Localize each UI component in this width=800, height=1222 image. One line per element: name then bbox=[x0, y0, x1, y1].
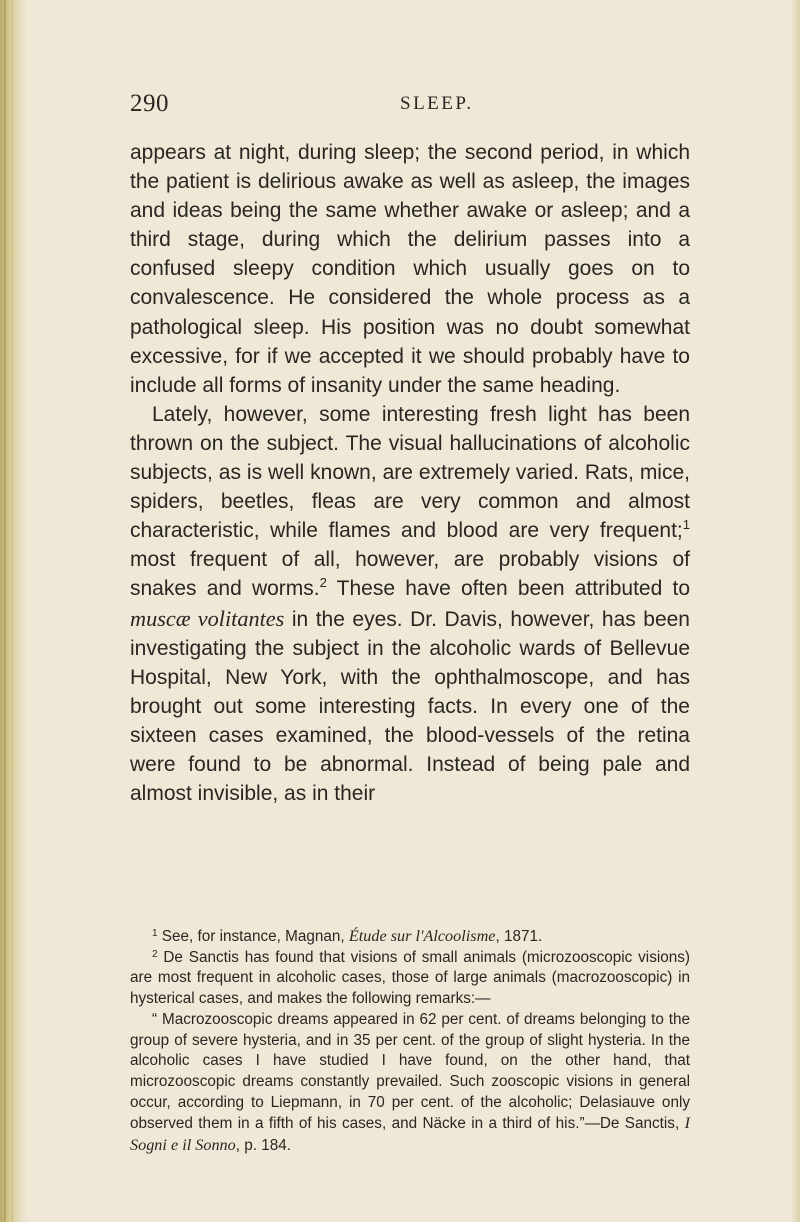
footnote-2-title: I Sogni e il Sonno bbox=[130, 1114, 690, 1155]
footnote-2 bbox=[130, 948, 690, 1010]
footnote-1-text-a: See, for instance, Magnan, bbox=[157, 928, 349, 945]
footnote-2-mark: 2 bbox=[152, 948, 158, 960]
paragraph-1: appears at night, during sleep; the second period, in which the patient is delirious awake as well as asleep, the images and ideas being the same whether awake or asleep; and a third stage, during which the delirium passes into a confused sleepy condition which usually goes on to convalescence. He considered the whole process as a pathological sleep. His position was no doubt somewhat excessive, for if we accepted it we should probably have to include all forms of insanity under the same heading. bbox=[130, 141, 690, 397]
footnote-1-text-b: , 1871. bbox=[495, 928, 543, 945]
paragraph-2-part-a: Lately, however, some interesting fresh light has been thrown on the subject. The visual hallucinations of alcoholic subjects, as is well known, are extremely varied. Rats, mice, spiders, beetles, fleas are very common and almost characteristic, while flames and blood are very frequent; bbox=[130, 402, 690, 543]
body-text bbox=[130, 138, 690, 808]
page-number: 290 bbox=[130, 90, 169, 117]
footnote-2-quote-text: “ Macrozooscopic dreams appeared in 62 per cent. of dreams belonging to the group of severe hysteria, and in 35 per cent. of the group of slight hysteria. In the alcoholic cases I have studied I have found, on the other hand, that microzooscopic dreams constantly prevailed. Such zooscopic visions in general occur, according to Liepmann, in 70 per cent. of the alcoholic; Delasiauve only observed them in a fifth of his cases, and Näcke in a third of his.”—De Sanctis, bbox=[130, 1010, 690, 1133]
footnote-ref-2: 2 bbox=[319, 575, 327, 591]
footnote-2-text-a: De Sanctis has found that visions of small animals (microzooscopic visions) are most frequent in alcoholic cases, those of large animals (macrozooscopic) in hysterical cases, and makes the following remarks:— bbox=[130, 948, 690, 1008]
footnote-ref-1: 1 bbox=[682, 517, 690, 533]
footnote-1 bbox=[130, 926, 690, 948]
paragraph-2-part-d: in the eyes. Dr. Davis, however, has been investigating the subject in the alcoholic wards of Bellevue Hospital, New York, with the ophthalmoscope, and has brought out some interesting facts. In every one of the sixteen cases examined, the blood-vessels of the retina were found to be abnormal. Instead of being pale and almost invisible, as in their bbox=[130, 607, 690, 806]
running-head: SLEEP. bbox=[400, 93, 474, 114]
paragraph-2-part-c: These have often been attributed to bbox=[326, 577, 690, 601]
page-header bbox=[130, 84, 730, 124]
paragraph-2 bbox=[130, 400, 690, 808]
footnote-2-text-b: , p. 184. bbox=[235, 1137, 292, 1155]
italic-term: muscæ volitantes bbox=[130, 605, 285, 631]
page-right-edge bbox=[790, 0, 800, 1222]
footnote-2-quote bbox=[130, 1010, 690, 1157]
footnote-1-title: Étude sur l'Alcoolisme bbox=[348, 927, 496, 945]
footnotes bbox=[130, 926, 690, 1157]
paragraph-2-part-b: most frequent of all, however, are probably visions of snakes and worms. bbox=[130, 548, 690, 601]
page-binding-edge bbox=[0, 0, 28, 1222]
footnote-1-mark: 1 bbox=[152, 928, 158, 939]
